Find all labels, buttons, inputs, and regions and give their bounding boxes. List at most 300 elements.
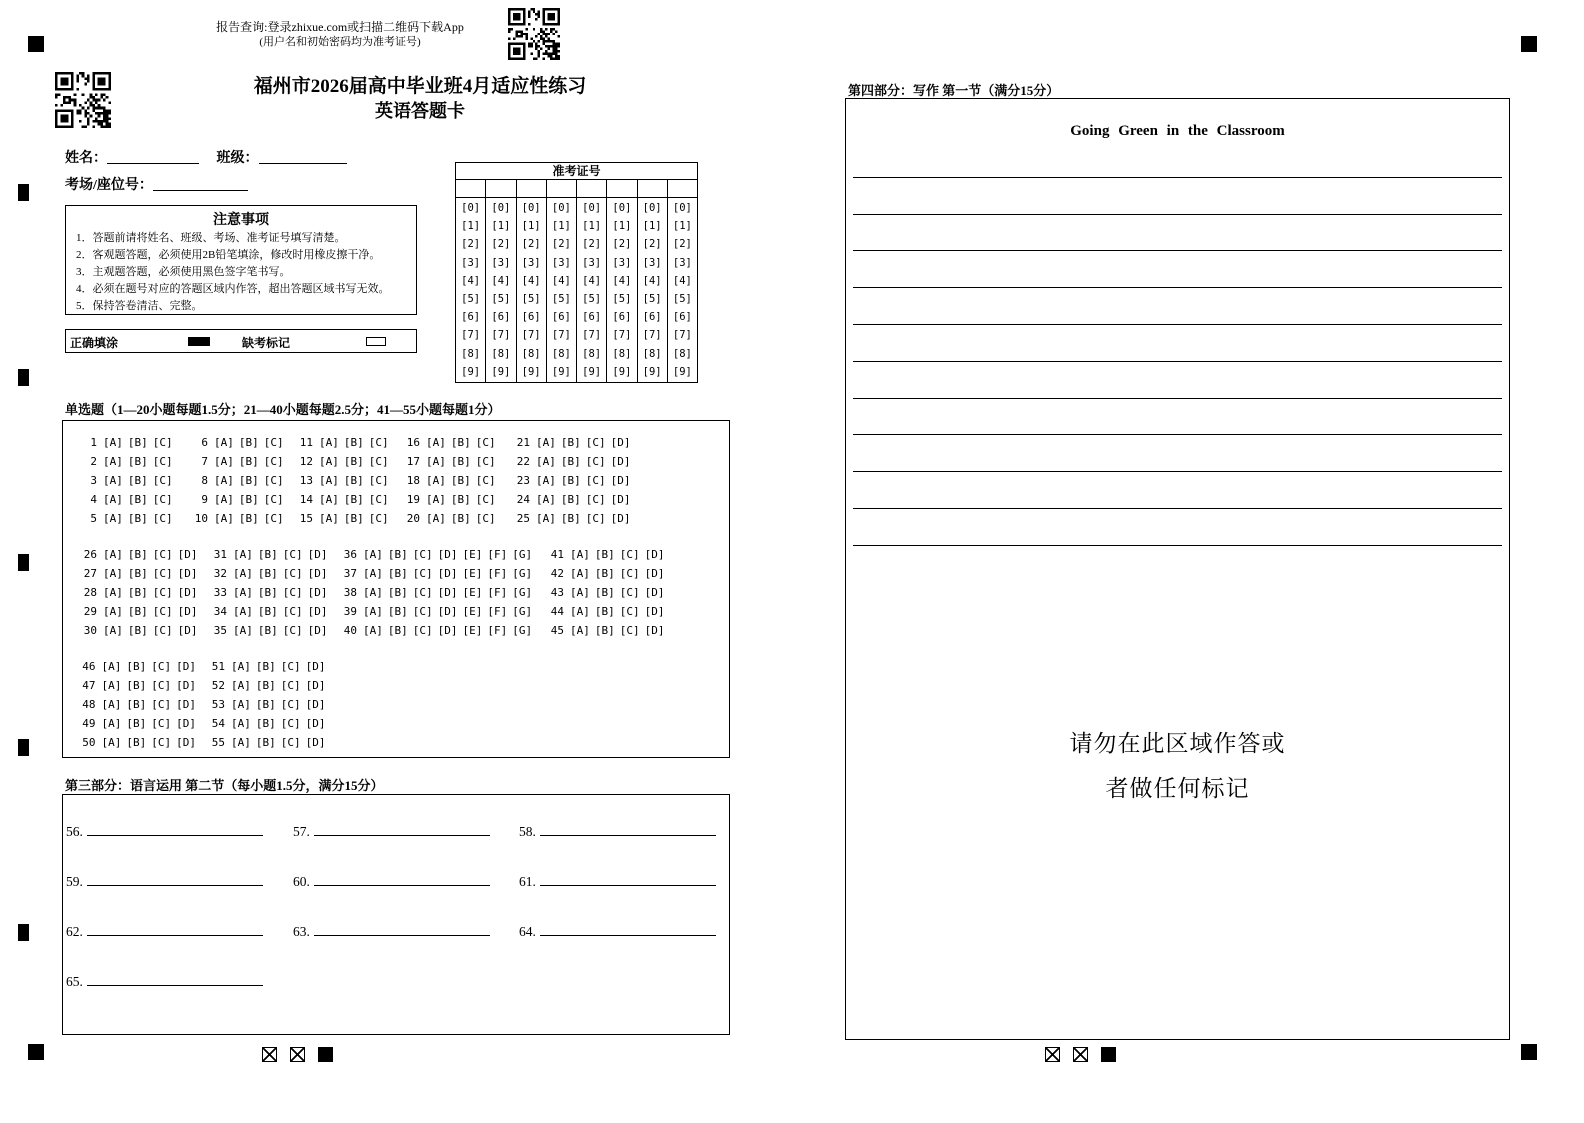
option-bubble-B[interactable]: [B] [450,493,471,506]
option-bubble-C[interactable]: [C] [152,436,173,449]
writing-line[interactable] [853,178,1502,215]
id-bubble-3[interactable]: [3] [551,256,571,269]
option-bubble-A[interactable]: [A] [319,436,339,449]
option-bubble-C[interactable]: [C] [368,512,389,525]
option-bubble-C[interactable]: [C] [412,624,433,637]
id-bubble-4[interactable]: [4] [551,274,571,287]
id-bubble-4[interactable]: [4] [521,274,541,287]
option-bubble-D[interactable]: [D] [176,679,196,692]
option-bubble-B[interactable]: [B] [257,605,278,618]
option-bubble-A[interactable]: [A] [103,512,123,525]
option-bubble-D[interactable]: [D] [610,436,631,449]
id-bubble-3[interactable]: [3] [672,256,692,269]
id-bubble-3[interactable]: [3] [612,256,632,269]
id-bubble-0[interactable]: [0] [491,202,511,214]
option-bubble-C[interactable]: [C] [151,698,172,711]
option-bubble-B[interactable]: [B] [238,455,259,468]
answer-line[interactable] [540,823,716,836]
room-seat-input-line[interactable] [153,178,248,191]
option-bubble-D[interactable]: [D] [437,548,458,561]
answer-line[interactable] [87,873,263,886]
option-bubble-G[interactable]: [G] [512,624,533,637]
id-bubble-3[interactable]: [3] [642,256,662,269]
option-bubble-B[interactable]: [B] [387,567,408,580]
option-bubble-D[interactable]: [D] [176,660,196,673]
option-bubble-D[interactable]: [D] [644,605,665,618]
option-bubble-C[interactable]: [C] [585,512,606,525]
option-bubble-G[interactable]: [G] [512,586,533,599]
option-bubble-D[interactable]: [D] [305,736,326,749]
option-bubble-A[interactable]: [A] [103,436,123,449]
option-bubble-D[interactable]: [D] [610,455,631,468]
exam-id-digit-box[interactable] [517,180,547,197]
id-bubble-2[interactable]: [2] [672,238,692,251]
option-bubble-A[interactable]: [A] [363,624,383,637]
option-bubble-A[interactable]: [A] [231,717,251,730]
option-bubble-A[interactable]: [A] [103,605,123,618]
option-bubble-C[interactable]: [C] [152,493,173,506]
option-bubble-C[interactable]: [C] [151,717,172,730]
option-bubble-D[interactable]: [D] [307,624,328,637]
option-bubble-A[interactable]: [A] [214,512,234,525]
id-bubble-5[interactable]: [5] [642,292,662,305]
option-bubble-C[interactable]: [C] [619,548,640,561]
id-bubble-1[interactable]: [1] [672,220,692,233]
option-bubble-E[interactable]: [E] [462,567,483,580]
id-bubble-9[interactable]: [9] [612,365,632,378]
option-bubble-A[interactable]: [A] [214,436,234,449]
id-bubble-0[interactable]: [0] [461,202,481,214]
option-bubble-B[interactable]: [B] [126,717,147,730]
option-bubble-B[interactable]: [B] [126,736,147,749]
option-bubble-B[interactable]: [B] [238,436,259,449]
option-bubble-E[interactable]: [E] [462,586,483,599]
option-bubble-B[interactable]: [B] [560,512,581,525]
option-bubble-B[interactable]: [B] [127,567,148,580]
id-bubble-8[interactable]: [8] [551,347,571,360]
option-bubble-A[interactable]: [A] [536,474,556,487]
id-bubble-8[interactable]: [8] [582,347,602,360]
id-bubble-5[interactable]: [5] [672,292,692,305]
option-bubble-C[interactable]: [C] [151,679,172,692]
option-bubble-F[interactable]: [F] [487,548,508,561]
id-bubble-7[interactable]: [7] [551,329,571,342]
option-bubble-A[interactable]: [A] [103,474,123,487]
option-bubble-F[interactable]: [F] [487,567,508,580]
option-bubble-D[interactable]: [D] [437,605,458,618]
id-bubble-1[interactable]: [1] [642,220,662,233]
option-bubble-A[interactable]: [A] [426,493,446,506]
id-bubble-1[interactable]: [1] [521,220,541,233]
id-bubble-2[interactable]: [2] [521,238,541,251]
option-bubble-D[interactable]: [D] [307,586,328,599]
option-bubble-D[interactable]: [D] [305,717,326,730]
id-bubble-4[interactable]: [4] [642,274,662,287]
option-bubble-A[interactable]: [A] [233,605,253,618]
option-bubble-A[interactable]: [A] [101,679,122,692]
id-bubble-0[interactable]: [0] [551,202,571,214]
option-bubble-D[interactable]: [D] [437,567,458,580]
option-bubble-C[interactable]: [C] [585,493,606,506]
id-bubble-9[interactable]: [9] [672,365,692,378]
id-bubble-8[interactable]: [8] [672,347,692,360]
option-bubble-A[interactable]: [A] [570,586,590,599]
option-bubble-B[interactable]: [B] [127,512,148,525]
option-bubble-C[interactable]: [C] [152,567,173,580]
option-bubble-B[interactable]: [B] [343,493,364,506]
exam-id-digit-box[interactable] [577,180,607,197]
option-bubble-B[interactable]: [B] [127,586,148,599]
id-bubble-6[interactable]: [6] [642,311,662,324]
option-bubble-D[interactable]: [D] [610,512,631,525]
option-bubble-A[interactable]: [A] [536,455,556,468]
option-bubble-B[interactable]: [B] [127,436,148,449]
option-bubble-A[interactable]: [A] [231,736,251,749]
option-bubble-C[interactable]: [C] [280,660,301,673]
option-bubble-C[interactable]: [C] [263,436,284,449]
option-bubble-B[interactable]: [B] [450,512,471,525]
id-bubble-4[interactable]: [4] [672,274,692,287]
option-bubble-A[interactable]: [A] [426,474,446,487]
option-bubble-B[interactable]: [B] [127,455,148,468]
option-bubble-D[interactable]: [D] [307,605,328,618]
option-bubble-B[interactable]: [B] [238,512,259,525]
option-bubble-A[interactable]: [A] [363,586,383,599]
option-bubble-B[interactable]: [B] [450,436,471,449]
option-bubble-C[interactable]: [C] [585,455,606,468]
answer-line[interactable] [540,873,716,886]
option-bubble-C[interactable]: [C] [585,436,606,449]
option-bubble-A[interactable]: [A] [426,512,446,525]
id-bubble-9[interactable]: [9] [521,365,541,378]
option-bubble-C[interactable]: [C] [585,474,606,487]
writing-line[interactable] [853,435,1502,472]
option-bubble-C[interactable]: [C] [152,624,173,637]
option-bubble-E[interactable]: [E] [462,624,483,637]
option-bubble-A[interactable]: [A] [214,493,234,506]
option-bubble-G[interactable]: [G] [512,548,533,561]
option-bubble-A[interactable]: [A] [319,493,339,506]
option-bubble-D[interactable]: [D] [644,567,665,580]
option-bubble-A[interactable]: [A] [103,493,123,506]
option-bubble-B[interactable]: [B] [257,548,278,561]
option-bubble-A[interactable]: [A] [570,567,590,580]
option-bubble-A[interactable]: [A] [570,605,590,618]
id-bubble-9[interactable]: [9] [461,365,481,378]
id-bubble-6[interactable]: [6] [461,311,481,324]
writing-line[interactable] [853,215,1502,252]
id-bubble-4[interactable]: [4] [582,274,602,287]
id-bubble-0[interactable]: [0] [612,202,632,214]
id-bubble-4[interactable]: [4] [461,274,481,287]
option-bubble-B[interactable]: [B] [238,493,259,506]
option-bubble-B[interactable]: [B] [560,455,581,468]
option-bubble-C[interactable]: [C] [282,605,303,618]
id-bubble-3[interactable]: [3] [491,256,511,269]
option-bubble-C[interactable]: [C] [152,586,173,599]
option-bubble-C[interactable]: [C] [263,474,284,487]
id-bubble-7[interactable]: [7] [461,329,481,342]
option-bubble-B[interactable]: [B] [450,474,471,487]
option-bubble-B[interactable]: [B] [343,436,364,449]
option-bubble-A[interactable]: [A] [363,567,383,580]
option-bubble-A[interactable]: [A] [101,698,122,711]
answer-line[interactable] [540,923,716,936]
id-bubble-9[interactable]: [9] [642,365,662,378]
option-bubble-A[interactable]: [A] [319,474,339,487]
option-bubble-B[interactable]: [B] [126,679,147,692]
option-bubble-B[interactable]: [B] [126,660,147,673]
option-bubble-C[interactable]: [C] [475,474,496,487]
option-bubble-D[interactable]: [D] [177,567,198,580]
option-bubble-G[interactable]: [G] [512,605,533,618]
option-bubble-D[interactable]: [D] [307,548,328,561]
option-bubble-C[interactable]: [C] [151,660,172,673]
option-bubble-C[interactable]: [C] [412,586,433,599]
id-bubble-5[interactable]: [5] [551,292,571,305]
option-bubble-C[interactable]: [C] [152,605,173,618]
option-bubble-A[interactable]: [A] [363,605,383,618]
option-bubble-A[interactable]: [A] [233,548,253,561]
id-bubble-2[interactable]: [2] [582,238,602,251]
option-bubble-F[interactable]: [F] [487,624,508,637]
answer-line[interactable] [314,873,490,886]
exam-id-digit-box[interactable] [668,180,697,197]
id-bubble-1[interactable]: [1] [461,220,481,233]
id-bubble-6[interactable]: [6] [612,311,632,324]
option-bubble-A[interactable]: [A] [103,567,123,580]
option-bubble-A[interactable]: [A] [570,624,590,637]
id-bubble-3[interactable]: [3] [582,256,602,269]
option-bubble-C[interactable]: [C] [619,605,640,618]
id-bubble-2[interactable]: [2] [491,238,511,251]
option-bubble-A[interactable]: [A] [214,474,234,487]
id-bubble-9[interactable]: [9] [491,365,511,378]
option-bubble-A[interactable]: [A] [103,624,123,637]
option-bubble-C[interactable]: [C] [263,493,284,506]
option-bubble-C[interactable]: [C] [368,436,389,449]
option-bubble-C[interactable]: [C] [619,586,640,599]
option-bubble-C[interactable]: [C] [280,698,301,711]
id-bubble-8[interactable]: [8] [491,347,511,360]
option-bubble-C[interactable]: [C] [152,512,173,525]
option-bubble-A[interactable]: [A] [101,660,122,673]
id-bubble-3[interactable]: [3] [521,256,541,269]
exam-id-digit-box[interactable] [486,180,516,197]
id-bubble-6[interactable]: [6] [521,311,541,324]
option-bubble-B[interactable]: [B] [594,586,615,599]
writing-line[interactable] [853,399,1502,436]
option-bubble-A[interactable]: [A] [103,455,123,468]
option-bubble-B[interactable]: [B] [450,455,471,468]
option-bubble-D[interactable]: [D] [305,660,326,673]
option-bubble-B[interactable]: [B] [594,624,615,637]
option-bubble-A[interactable]: [A] [231,679,251,692]
option-bubble-C[interactable]: [C] [280,679,301,692]
option-bubble-C[interactable]: [C] [412,567,433,580]
option-bubble-B[interactable]: [B] [257,567,278,580]
writing-line[interactable] [853,251,1502,288]
id-bubble-2[interactable]: [2] [642,238,662,251]
option-bubble-B[interactable]: [B] [127,624,148,637]
id-bubble-0[interactable]: [0] [672,202,692,214]
exam-id-digit-box[interactable] [638,180,668,197]
option-bubble-A[interactable]: [A] [231,698,251,711]
option-bubble-C[interactable]: [C] [282,548,303,561]
writing-line[interactable] [853,509,1502,546]
option-bubble-B[interactable]: [B] [255,717,276,730]
class-input-line[interactable] [259,151,347,164]
id-bubble-2[interactable]: [2] [461,238,481,251]
id-bubble-8[interactable]: [8] [612,347,632,360]
id-bubble-6[interactable]: [6] [582,311,602,324]
option-bubble-D[interactable]: [D] [176,698,196,711]
option-bubble-A[interactable]: [A] [319,455,339,468]
option-bubble-C[interactable]: [C] [619,624,640,637]
option-bubble-B[interactable]: [B] [387,586,408,599]
option-bubble-B[interactable]: [B] [560,493,581,506]
id-bubble-7[interactable]: [7] [672,329,692,342]
option-bubble-A[interactable]: [A] [570,548,590,561]
option-bubble-A[interactable]: [A] [536,512,556,525]
option-bubble-D[interactable]: [D] [176,717,196,730]
answer-line[interactable] [87,823,263,836]
option-bubble-D[interactable]: [D] [610,493,631,506]
option-bubble-C[interactable]: [C] [151,736,172,749]
id-bubble-0[interactable]: [0] [642,202,662,214]
writing-line[interactable] [853,288,1502,325]
option-bubble-C[interactable]: [C] [282,567,303,580]
option-bubble-A[interactable]: [A] [101,736,122,749]
id-bubble-0[interactable]: [0] [521,202,541,214]
id-bubble-4[interactable]: [4] [491,274,511,287]
option-bubble-C[interactable]: [C] [475,436,496,449]
option-bubble-B[interactable]: [B] [257,624,278,637]
id-bubble-8[interactable]: [8] [642,347,662,360]
option-bubble-D[interactable]: [D] [644,624,665,637]
option-bubble-C[interactable]: [C] [152,474,173,487]
option-bubble-B[interactable]: [B] [594,548,615,561]
id-bubble-7[interactable]: [7] [491,329,511,342]
option-bubble-D[interactable]: [D] [307,567,328,580]
id-bubble-5[interactable]: [5] [521,292,541,305]
id-bubble-2[interactable]: [2] [551,238,571,251]
answer-line[interactable] [87,973,263,986]
option-bubble-D[interactable]: [D] [305,698,326,711]
id-bubble-7[interactable]: [7] [612,329,632,342]
option-bubble-B[interactable]: [B] [257,586,278,599]
option-bubble-D[interactable]: [D] [644,548,665,561]
id-bubble-5[interactable]: [5] [491,292,511,305]
option-bubble-A[interactable]: [A] [101,717,122,730]
id-bubble-7[interactable]: [7] [521,329,541,342]
option-bubble-B[interactable]: [B] [343,474,364,487]
id-bubble-5[interactable]: [5] [612,292,632,305]
option-bubble-D[interactable]: [D] [177,605,198,618]
exam-id-digit-box[interactable] [456,180,486,197]
id-bubble-1[interactable]: [1] [551,220,571,233]
option-bubble-C[interactable]: [C] [368,474,389,487]
id-bubble-6[interactable]: [6] [672,311,692,324]
option-bubble-B[interactable]: [B] [127,493,148,506]
option-bubble-C[interactable]: [C] [368,455,389,468]
id-bubble-3[interactable]: [3] [461,256,481,269]
id-bubble-2[interactable]: [2] [612,238,632,251]
writing-line[interactable] [853,325,1502,362]
option-bubble-B[interactable]: [B] [594,605,615,618]
id-bubble-9[interactable]: [9] [551,365,571,378]
exam-id-digit-box[interactable] [547,180,577,197]
option-bubble-A[interactable]: [A] [426,455,446,468]
option-bubble-E[interactable]: [E] [462,605,483,618]
id-bubble-1[interactable]: [1] [612,220,632,233]
option-bubble-D[interactable]: [D] [176,736,196,749]
option-bubble-F[interactable]: [F] [487,586,508,599]
writing-line[interactable] [853,472,1502,509]
option-bubble-C[interactable]: [C] [475,512,496,525]
option-bubble-D[interactable]: [D] [177,624,198,637]
option-bubble-B[interactable]: [B] [255,736,276,749]
option-bubble-A[interactable]: [A] [103,548,123,561]
option-bubble-B[interactable]: [B] [127,474,148,487]
option-bubble-F[interactable]: [F] [487,605,508,618]
answer-line[interactable] [314,923,490,936]
option-bubble-C[interactable]: [C] [263,512,284,525]
option-bubble-B[interactable]: [B] [594,567,615,580]
option-bubble-B[interactable]: [B] [255,698,276,711]
option-bubble-B[interactable]: [B] [343,455,364,468]
option-bubble-E[interactable]: [E] [462,548,483,561]
option-bubble-A[interactable]: [A] [233,624,253,637]
id-bubble-5[interactable]: [5] [461,292,481,305]
id-bubble-7[interactable]: [7] [642,329,662,342]
option-bubble-D[interactable]: [D] [177,586,198,599]
option-bubble-D[interactable]: [D] [644,586,665,599]
option-bubble-A[interactable]: [A] [536,493,556,506]
option-bubble-D[interactable]: [D] [305,679,326,692]
option-bubble-A[interactable]: [A] [426,436,446,449]
id-bubble-4[interactable]: [4] [612,274,632,287]
id-bubble-1[interactable]: [1] [491,220,511,233]
option-bubble-C[interactable]: [C] [263,455,284,468]
id-bubble-5[interactable]: [5] [582,292,602,305]
option-bubble-A[interactable]: [A] [103,586,123,599]
option-bubble-B[interactable]: [B] [560,474,581,487]
option-bubble-B[interactable]: [B] [127,548,148,561]
option-bubble-B[interactable]: [B] [343,512,364,525]
id-bubble-6[interactable]: [6] [551,311,571,324]
option-bubble-C[interactable]: [C] [619,567,640,580]
writing-line[interactable] [853,362,1502,399]
option-bubble-B[interactable]: [B] [238,474,259,487]
option-bubble-A[interactable]: [A] [214,455,234,468]
id-bubble-8[interactable]: [8] [461,347,481,360]
option-bubble-G[interactable]: [G] [512,567,533,580]
option-bubble-A[interactable]: [A] [231,660,251,673]
option-bubble-C[interactable]: [C] [280,717,301,730]
id-bubble-9[interactable]: [9] [582,365,602,378]
writing-line[interactable] [853,141,1502,178]
exam-id-digit-box[interactable] [607,180,637,197]
name-input-line[interactable] [107,151,199,164]
option-bubble-B[interactable]: [B] [255,679,276,692]
option-bubble-A[interactable]: [A] [233,567,253,580]
option-bubble-D[interactable]: [D] [437,586,458,599]
option-bubble-B[interactable]: [B] [387,605,408,618]
option-bubble-C[interactable]: [C] [282,586,303,599]
option-bubble-D[interactable]: [D] [610,474,631,487]
option-bubble-B[interactable]: [B] [387,548,408,561]
